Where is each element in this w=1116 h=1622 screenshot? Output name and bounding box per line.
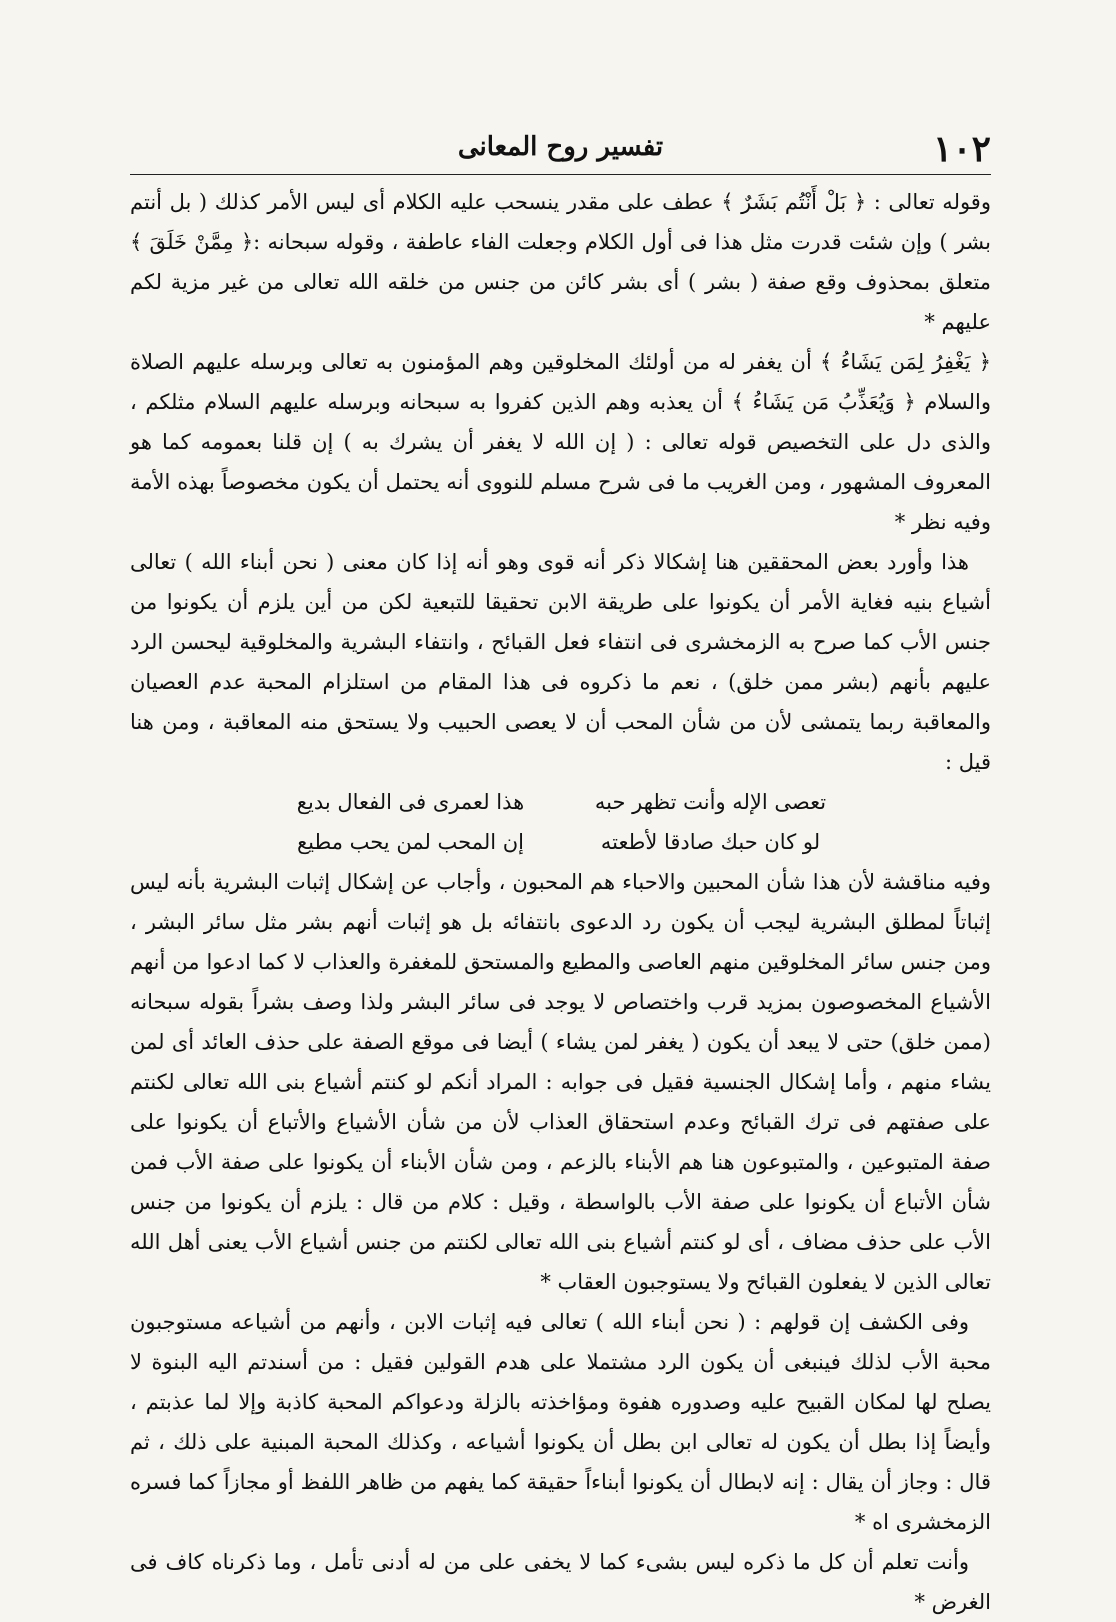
running-title: تفسير روح المعانى: [457, 132, 664, 162]
verse-second-hemistich: هذا لعمرى فى الفعال بديع: [296, 790, 525, 814]
header-rule: [130, 174, 991, 175]
verse-second-hemistich: إن المحب لمن يحب مطيع: [296, 830, 525, 854]
verse-first-hemistich: لو كان حبك صادقا لأطعته: [600, 830, 821, 854]
paragraph: ﴿ يَغْفِرُ لِمَن يَشَاءُ ﴾ أن يغفر له من أولئك المخلوقين وهم المؤمنون به تعالى وبرسله عليهم الصلاة والسلام ﴿ وَيُعَذِّبُ مَن يَشَاءُ ﴾ أن يعذبه وهم الذين كفروا به سبحانه وبرسله عليهم السلام مثلكم ، والذى دل على التخصيص قوله تعالى : ( إن الله لا يغفر أن يشرك به ) إن قلنا بعمومه كما هو المعروف المشهور ، ومن الغريب ما فى شرح مسلم للنووى أنه يحتمل أن يكون مخصوصاً بهذه الأمة وفيه نظر *: [130, 350, 991, 534]
body-text: [130, 182, 991, 1622]
paragraph: وقوله تعالى : ﴿ بَلْ أَنْتُم بَشَرٌ ﴾ عطف على مقدر ينسحب عليه الكلام أى ليس الأمر كذلك ( بل أنتم بشر ) وإن شئت قدرت مثل هذا فى أول الكلام وجعلت الفاء عاطفة ، وقوله سبحانه :﴿ مِمَّنْ خَلَقَ ﴾ متعلق بمحذوف وقع صفة ( بشر ) أى بشر كائن من جنس من خلقه الله تعالى من غير مزية لكم عليهم *: [130, 190, 991, 334]
paragraph: هذا وأورد بعض المحققين هنا إشكالا ذكر أنه قوى وهو أنه إذا كان معنى ( نحن أبناء الله ) تعالى أشياع بنيه فغاية الأمر أن يكونوا على طريقة الابن تحقيقا للتبعية لكن من أين يلزم أن يكونوا من جنس الأب كما صرح به الزمخشرى فى انتفاء فعل القبائح ، وانتفاء البشرية والمخلوقية ليحسن الرد عليهم بأنهم (بشر ممن خلق) ، نعم ما ذكروه فى هذا المقام من استلزام المحبة عدم العصيان والمعاقبة ربما يتمشى لأن من شأن المحب أن لا يعصى الحبيب ولا يستحق منه المعاقبة ، ومن هنا قيل :: [130, 550, 991, 774]
page-number: ١٠٢: [932, 128, 991, 170]
poem-verse: [130, 822, 991, 862]
paragraph: وفى الكشف إن قولهم : ( نحن أبناء الله ) تعالى فيه إثبات الابن ، وأنهم من أشياعه مستوجبون محبة الأب لذلك فينبغى أن يكون الرد مشتملا على هدم القولين فقيل : من أسندتم اليه البنوة لا يصلح لها لمكان القبيح عليه وصدوره هفوة ومؤاخذته بالزلة ودعواكم المحبة كاذبة وإلا لما عذبتم ، وأيضاً إذا بطل أن يكون له تعالى ابن بطل أن يكونوا أشياعه ، وكذلك المحبة المبنية على ذلك ، ثم قال : وجاز أن يقال : إنه لابطال أن يكونوا أبناءاً حقيقة كما يفهم من ظاهر اللفظ أو مجازاً كما فسره الزمخشرى اه *: [130, 1310, 991, 1534]
paragraph: وفيه مناقشة لأن هذا شأن المحبين والاحباء هم المحبون ، وأجاب عن إشكال إثبات البشرية بأنه ليس إثباتاً لمطلق البشرية ليجب أن يكون رد الدعوى بانتفائه بل هو إثبات أنهم بشر مثل سائر البشر ، ومن جنس سائر المخلوقين منهم العاصى والمطيع والمستحق للمغفرة والعذاب لا كما ادعوا من أنهم الأشياع المخصوصون بمزيد قرب واختصاص لا يوجد فى سائر البشر ولذا وصف بشراً بقوله سبحانه (ممن خلق) حتى لا يبعد أن يكون ( يغفر لمن يشاء ) أيضا فى موقع الصفة على حذف العائد أى لمن يشاء منهم ، وأما إشكال الجنسية فقيل فى جوابه : المراد أنكم لو كنتم أشياع بنى الله تعالى لكنتم على صفتهم فى ترك القبائح وعدم استحقاق العذاب لأن من شأن الأشياع والأتباع أن يكونوا على صفة المتبوعين ، والمتبوعون هنا هم الأبناء بالزعم ، ومن شأن الأبناء أن يكونوا على صفة الأب فمن شأن الأتباع أن يكونوا على صفة الأب بالواسطة ، وقيل : كلام من قال : يلزم أن يكونوا من جنس الأب على حذف مضاف ، أى لو كنتم أشياع بنى الله تعالى لكنتم من جنس أشياع الأب يعنى أهل الله تعالى الذين لا يفعلون القبائح ولا يستوجبون العقاب *: [130, 870, 991, 1294]
poem-verse: [130, 782, 991, 822]
verse-first-hemistich: تعصى الإله وأنت تظهر حبه: [594, 790, 827, 814]
page-header: [130, 128, 991, 176]
paragraph: وأنت تعلم أن كل ما ذكره ليس بشىء كما لا يخفى على من له أدنى تأمل ، وما ذكرناه كاف فى الغرض *: [130, 1550, 991, 1614]
